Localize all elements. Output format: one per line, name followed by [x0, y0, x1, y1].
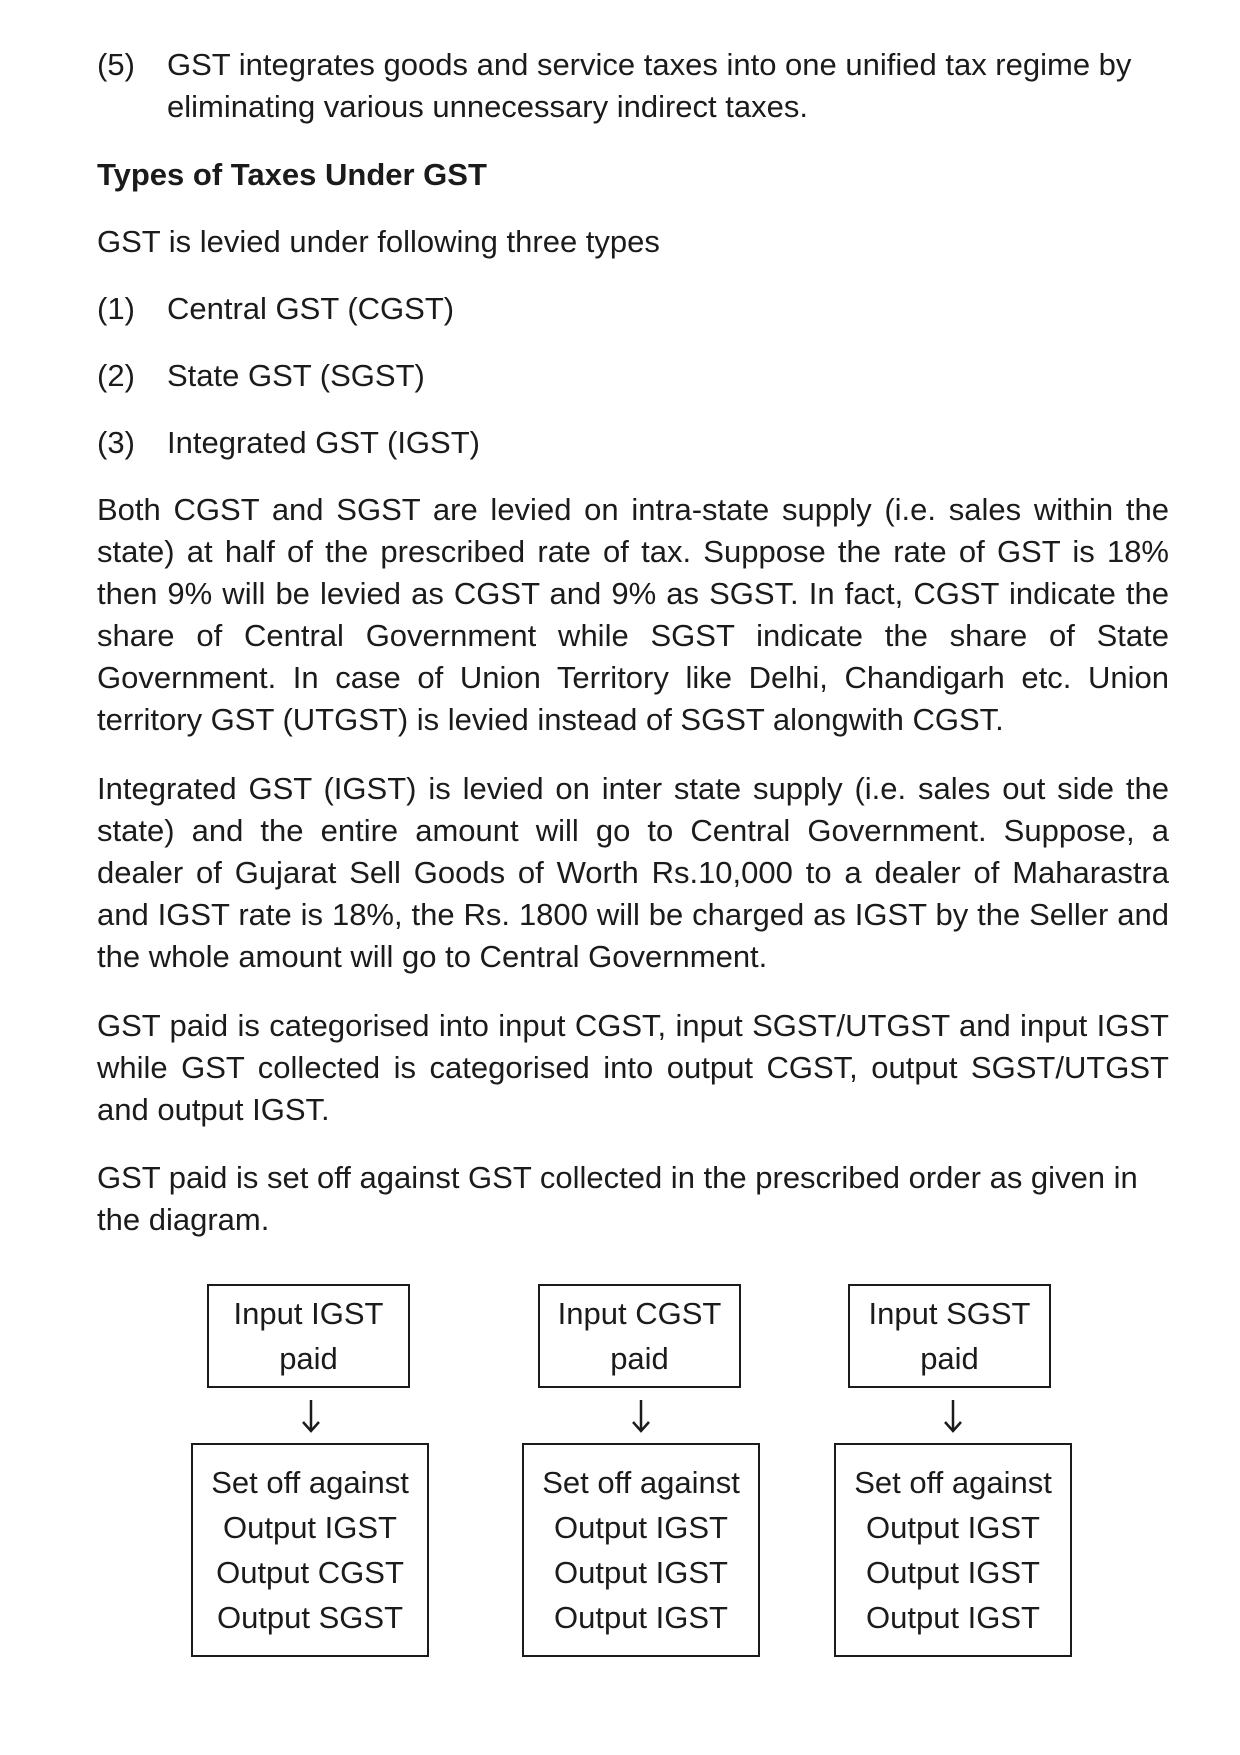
- section-heading: Types of Taxes Under GST: [97, 157, 487, 192]
- type-label: State GST (SGST): [167, 358, 425, 393]
- type-label: Central GST (CGST): [167, 291, 455, 326]
- box-line: Set off against: [542, 1465, 740, 1500]
- box-line: paid: [920, 1341, 979, 1376]
- box-line: Input IGST: [233, 1296, 384, 1331]
- box-line: Output IGST: [553, 1510, 728, 1545]
- types-intro: GST is levied under following three types: [97, 224, 660, 259]
- point-5: [97, 44, 1169, 128]
- box-line: Input CGST: [557, 1296, 722, 1331]
- type-number: (1): [97, 291, 135, 326]
- paragraph-setoff-order: GST paid is set off against GST collected in the prescribed order as given in the diagram.: [97, 1160, 1138, 1237]
- box-line: Input SGST: [868, 1296, 1031, 1331]
- type-number: (2): [97, 358, 135, 393]
- box-line: Output IGST: [865, 1555, 1040, 1590]
- box-line: Output IGST: [553, 1600, 728, 1635]
- box-line: Set off against: [211, 1465, 409, 1500]
- input-cgst-box: [538, 1284, 741, 1388]
- type-number: (3): [97, 425, 135, 460]
- box-line: Output IGST: [222, 1510, 397, 1545]
- box-line: Output SGST: [216, 1600, 404, 1635]
- point-5-text: GST integrates goods and service taxes into one unified tax regime by eliminating various unnecessary indirect taxes.: [167, 47, 1132, 124]
- setoff-cgst-box: [522, 1443, 760, 1657]
- box-line: Output IGST: [553, 1555, 728, 1590]
- paragraph-cgst-sgst: Both CGST and SGST are levied on intra-state supply (i.e. sales within the state) at half of the prescribed rate of tax. Suppose the rate of GST is 18% then 9% will be levied as CGST and 9% as SGST. In fact, CGST indicate the share of Central Government while SGST indicate the share of State Government. In case of Union Territory like Delhi, Chandigarh etc. Union territory GST (UTGST) is levied instead of SGST alongwith CGST.: [97, 492, 1169, 737]
- type-item-igst: [97, 422, 1169, 464]
- point-5-number: (5): [97, 47, 135, 82]
- input-igst-box: [207, 1284, 410, 1388]
- box-line: Set off against: [854, 1465, 1052, 1500]
- box-line: paid: [279, 1341, 338, 1376]
- paragraph-igst: Integrated GST (IGST) is levied on inter state supply (i.e. sales out side the state) and the entire amount will go to Central Government. Suppose, a dealer of Gujarat Sell Goods of Worth Rs.10,000 to a dealer of Maharastra and IGST rate is 18%, the Rs. 1800 will be charged as IGST by the Seller and the whole amount will go to Central Government.: [97, 771, 1169, 974]
- down-arrow-icon: [938, 1396, 968, 1436]
- type-label: Integrated GST (IGST): [167, 425, 480, 460]
- box-line: Output CGST: [216, 1555, 404, 1590]
- type-item-sgst: [97, 355, 1169, 397]
- down-arrow-icon: [626, 1396, 656, 1436]
- input-sgst-box: [848, 1284, 1051, 1388]
- paragraph-categorisation: GST paid is categorised into input CGST, input SGST/UTGST and input IGST while GST collected is categorised into output CGST, output SGST/UTGST and output IGST.: [97, 1008, 1169, 1127]
- type-item-cgst: [97, 288, 1169, 330]
- setoff-igst-box: [191, 1443, 429, 1657]
- box-line: Output IGST: [865, 1510, 1040, 1545]
- down-arrow-icon: [296, 1396, 326, 1436]
- setoff-sgst-box: [834, 1443, 1072, 1657]
- box-line: paid: [610, 1341, 669, 1376]
- box-line: Output IGST: [865, 1600, 1040, 1635]
